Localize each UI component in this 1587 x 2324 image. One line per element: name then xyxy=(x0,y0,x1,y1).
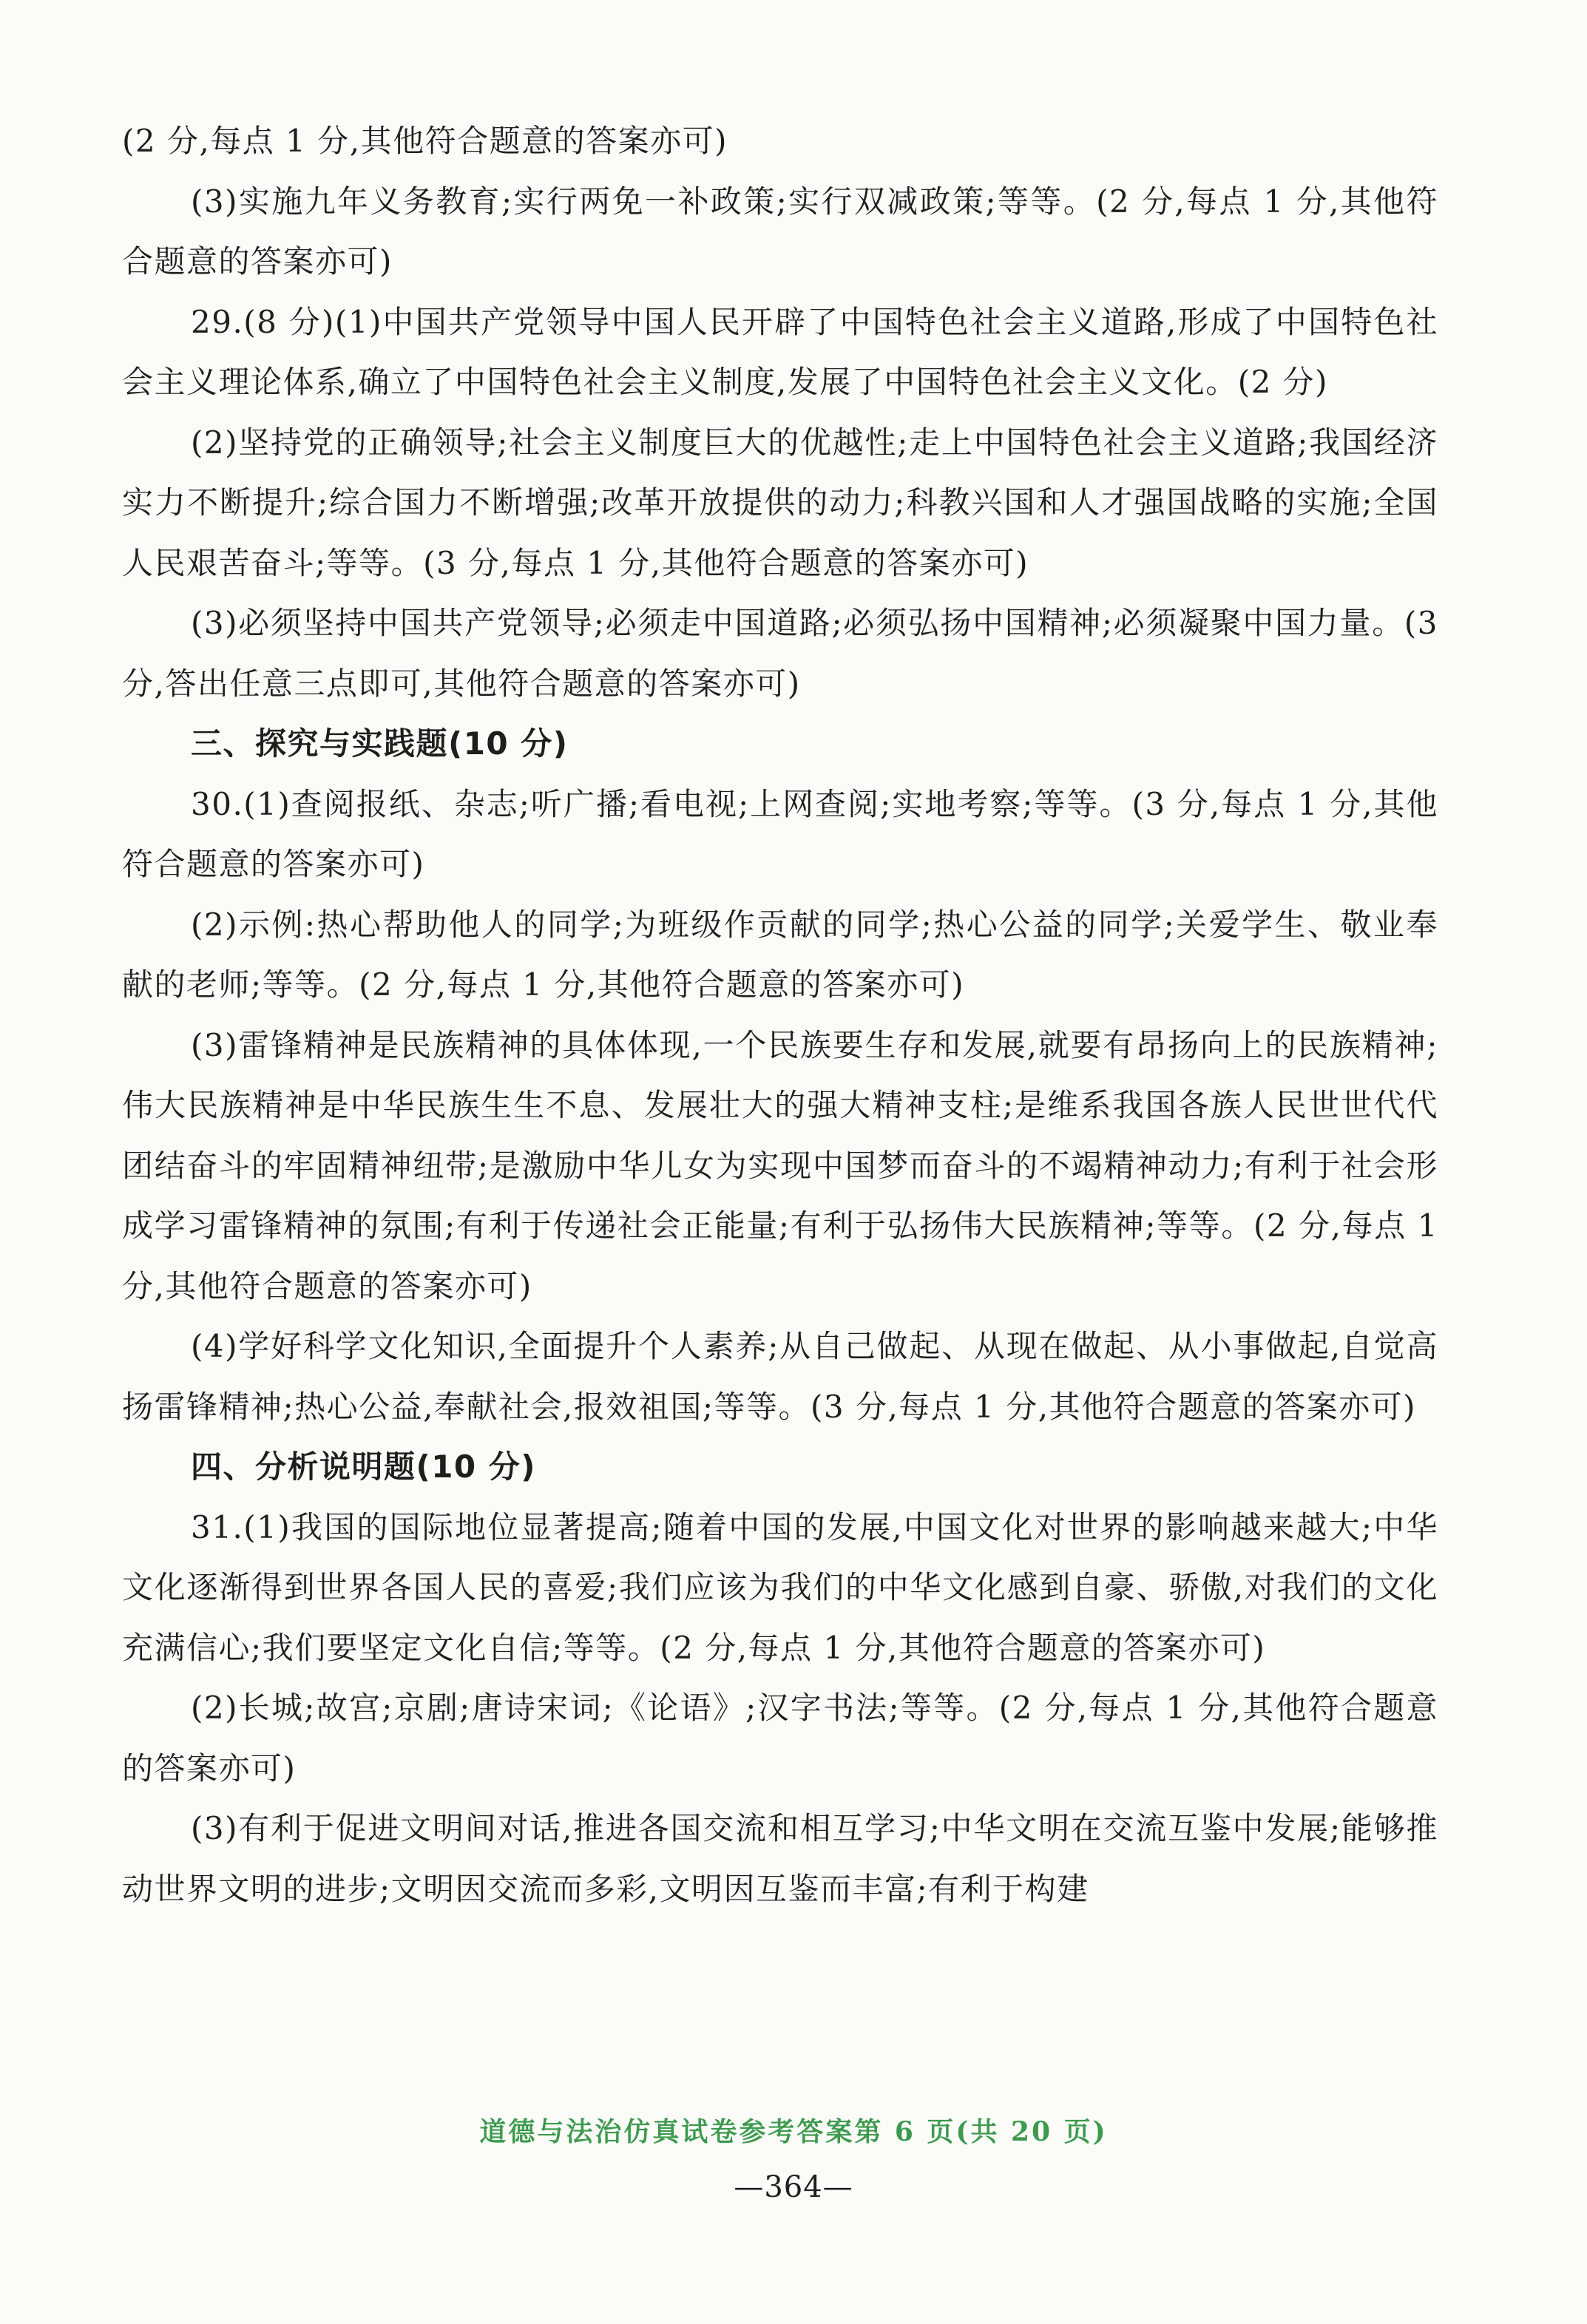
answer-paragraph: (2)长城;故宫;京剧;唐诗宋词;《论语》;汉字书法;等等。(2 分,每点 1 分,其他符合题意的答案亦可) xyxy=(122,1690,1438,1786)
answer-paragraph: 30.(1)查阅报纸、杂志;听广播;看电视;上网查阅;实地考察;等等。(3 分,每点 1 分,其他符合题意的答案亦可) xyxy=(122,785,1438,882)
section-heading: 四、分析说明题(10 分) xyxy=(191,1449,536,1485)
answer-paragraph: (3)有利于促进文明间对话,推进各国交流和相互学习;中华文明在交流互鉴中发展;能够推动世界文明的进步;文明因交流而多彩,文明因互鉴而丰富;有利于构建 xyxy=(122,1810,1438,1907)
answer-paragraph: (3)必须坚持中国共产党领导;必须走中国道路;必须弘扬中国精神;必须凝聚中国力量。(3 分,答出任意三点即可,其他符合题意的答案亦可) xyxy=(122,605,1438,702)
answer-paragraph: (3)实施九年义务教育;实行两免一补政策;实行双减政策;等等。(2 分,每点 1 分,其他符合题意的答案亦可) xyxy=(122,183,1438,280)
page-footer: 道德与法治仿真试卷参考答案第 6 页(共 20 页) xyxy=(479,2116,1108,2147)
answer-paragraph: 29.(8 分)(1)中国共产党领导中国人民开辟了中国特色社会主义道路,形成了中国特色社会主义理论体系,确立了中国特色社会主义制度,发展了中国特色社会主义文化。(2 分) xyxy=(122,303,1438,400)
answer-paragraph: (2 分,每点 1 分,其他符合题意的答案亦可) xyxy=(122,123,728,159)
answer-paragraph: (2)坚持党的正确领导;社会主义制度巨大的优越性;走上中国特色社会主义道路;我国经济实力不断提升;综合国力不断增强;改革开放提供的动力;科教兴国和人才强国战略的实施;全国人民艰苦奋斗;等等。(3 分,每点 1 分,其他符合题意的答案亦可) xyxy=(122,424,1438,581)
answer-paragraph: 31.(1)我国的国际地位显著提高;随着中国的发展,中国文化对世界的影响越来越大;中华文化逐渐得到世界各国人民的喜爱;我们应该为我们的中华文化感到自豪、骄傲,对我们的文化充满信心;我们要坚定文化自信;等等。(2 分,每点 1 分,其他符合题意的答案亦可) xyxy=(122,1508,1438,1666)
section-heading: 三、探究与实践题(10 分) xyxy=(191,725,569,762)
answer-paragraph: (3)雷锋精神是民族精神的具体体现,一个民族要生存和发展,就要有昂扬向上的民族精神;伟大民族精神是中华民族生生不息、发展壮大的强大精神支柱;是维系我国各族人民世世代代团结奋斗的牢固精神纽带;是激励中华儿女为实现中国梦而奋斗的不竭精神动力;有利于社会形成学习雷锋精神的氛围;有利于传递社会正能量;有利于弘扬伟大民族精神;等等。(2 分,每点 1 分,其他符合题意的答案亦可) xyxy=(122,1026,1438,1304)
answer-paragraph: (4)学好科学文化知识,全面提升个人素养;从自己做起、从现在做起、从小事做起,自觉高扬雷锋精神;热心公益,奉献社会,报效祖国;等等。(3 分,每点 1 分,其他符合题意的答案亦可) xyxy=(122,1328,1438,1425)
answer-paragraph: (2)示例:热心帮助他人的同学;为班级作贡献的同学;热心公益的同学;关爱学生、敬业奉献的老师;等等。(2 分,每点 1 分,其他符合题意的答案亦可) xyxy=(122,906,1438,1003)
page-number: —364— xyxy=(734,2170,853,2204)
answer-content xyxy=(122,111,1438,1919)
